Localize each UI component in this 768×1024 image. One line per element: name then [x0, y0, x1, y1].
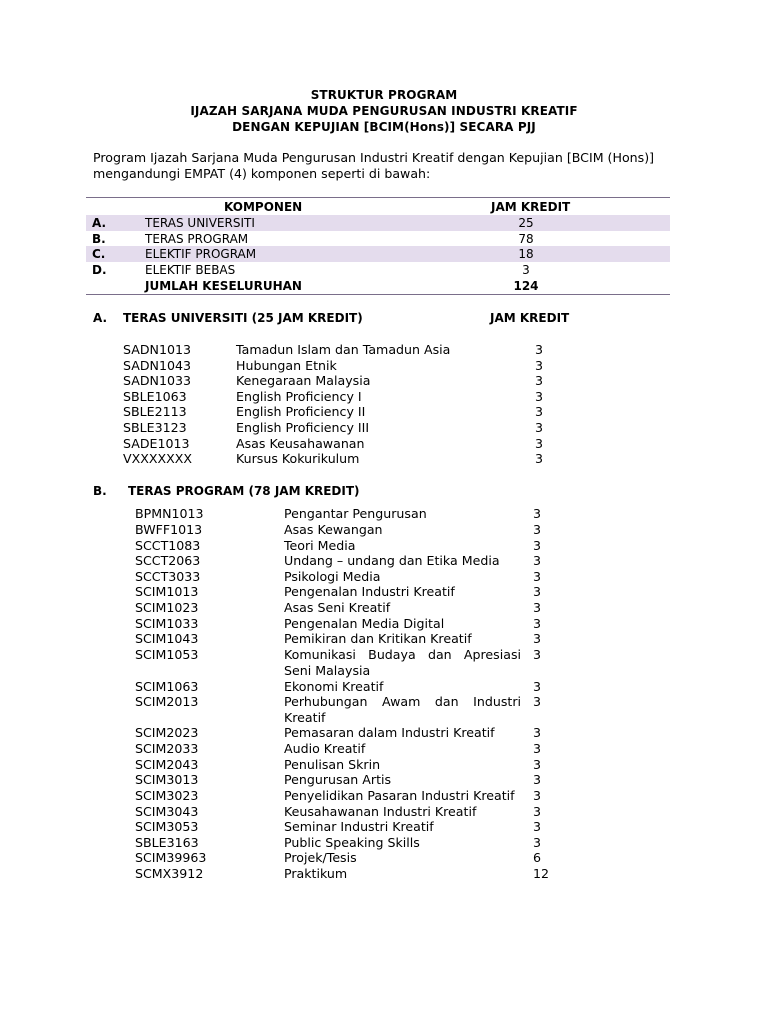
course-code: SCCT3033 [135, 569, 201, 584]
course-name: Kursus Kokurikulum [236, 451, 360, 466]
course-code: SCIM1033 [135, 616, 199, 631]
course-name: Undang – undang dan Etika Media [284, 553, 500, 568]
row-credit: 18 [518, 247, 534, 261]
course-name: Penyelidikan Pasaran Industri Kreatif [284, 788, 515, 803]
course-code: SCIM2013 [135, 694, 199, 709]
course-credit: 3 [533, 584, 542, 599]
course-credit: 3 [533, 804, 542, 819]
section-b-letter: B. [93, 484, 107, 498]
course-code: SCIM2043 [135, 757, 199, 772]
course-code: SADE1013 [123, 436, 190, 451]
table-top-rule [86, 197, 670, 198]
course-credit: 3 [534, 389, 543, 404]
course-code: SCIM3053 [135, 819, 199, 834]
course-credit: 3 [534, 451, 543, 466]
section-a-title: TERAS UNIVERSITI (25 JAM KREDIT) [123, 311, 363, 325]
course-code: SADN1033 [123, 373, 192, 388]
course-name: Audio Kreatif [284, 741, 366, 756]
course-code: SBLE1063 [123, 389, 187, 404]
section-a-jam-header: JAM KREDIT [490, 311, 570, 325]
course-credit: 3 [534, 436, 543, 451]
course-code: SCIM3013 [135, 772, 199, 787]
intro-line-1: Program Ijazah Sarjana Muda Pengurusan Industri Kreatif dengan Kepujian [BCIM (Hons)] [93, 150, 655, 165]
intro-paragraph [93, 150, 679, 182]
course-name: Asas Seni Kreatif [284, 600, 391, 615]
course-credit: 3 [534, 373, 543, 388]
table-row [86, 231, 670, 247]
row-component: ELEKTIF PROGRAM [145, 247, 257, 261]
course-name: Keusahawanan Industri Kreatif [284, 804, 477, 819]
row-letter: B. [92, 232, 106, 246]
course-code: SCIM3023 [135, 788, 199, 803]
course-name: Pengenalan Media Digital [284, 616, 445, 631]
course-credit: 3 [533, 616, 542, 631]
row-letter: C. [92, 247, 106, 261]
course-name: English Proficiency III [236, 420, 370, 435]
course-credit: 6 [533, 850, 542, 865]
table-row [86, 215, 670, 231]
course-name: Ekonomi Kreatif [284, 679, 384, 694]
course-name: Pemasaran dalam Industri Kreatif [284, 725, 495, 740]
course-code: SBLE3163 [135, 835, 199, 850]
course-credit: 3 [533, 694, 542, 709]
course-code: SCCT2063 [135, 553, 201, 568]
course-credit: 3 [533, 819, 542, 834]
course-name: Pemikiran dan Kritikan Kreatif [284, 631, 472, 646]
row-component: ELEKTIF BEBAS [145, 263, 236, 277]
section-a-letter: A. [93, 311, 108, 325]
course-code: SCMX3912 [135, 866, 204, 881]
row-credit: 25 [518, 216, 534, 230]
course-credit: 3 [533, 725, 542, 740]
total-label: JUMLAH KESELURUHAN [145, 279, 302, 293]
course-credit: 3 [533, 631, 542, 646]
table-row [86, 262, 670, 278]
course-credit: 3 [533, 506, 542, 521]
table-bottom-rule [86, 294, 670, 295]
course-code: SCIM2033 [135, 741, 199, 756]
title-line-1: STRUKTUR PROGRAM [310, 88, 458, 102]
course-name: Seminar Industri Kreatif [284, 819, 434, 834]
course-credit: 3 [533, 788, 542, 803]
course-code: BWFF1013 [135, 522, 203, 537]
course-name: Penulisan Skrin [284, 757, 381, 772]
course-name: Pengurusan Artis [284, 772, 392, 787]
row-credit: 78 [518, 232, 534, 246]
course-credit: 3 [533, 772, 542, 787]
course-credit: 3 [534, 420, 543, 435]
table-total-row [86, 278, 670, 294]
course-name: Praktikum [284, 866, 348, 881]
course-code: SADN1043 [123, 358, 192, 373]
course-code: SCIM1013 [135, 584, 199, 599]
row-credit: 3 [522, 263, 530, 277]
course-code: SCIM39963 [135, 850, 207, 865]
course-code: SCIM1023 [135, 600, 199, 615]
course-credit: 3 [533, 679, 542, 694]
course-credit: 3 [533, 835, 542, 850]
course-name: Teori Media [284, 538, 356, 553]
row-component: TERAS UNIVERSITI [145, 216, 255, 230]
course-name: Tamadun Islam dan Tamadun Asia [236, 342, 451, 357]
course-name: Kenegaraan Malaysia [236, 373, 371, 388]
course-credit: 3 [533, 647, 542, 662]
row-letter: A. [92, 216, 107, 230]
course-code: BPMN1013 [135, 506, 204, 521]
course-credit: 3 [534, 404, 543, 419]
course-code: SCIM2023 [135, 725, 199, 740]
course-credit: 3 [533, 741, 542, 756]
course-name: Komunikasi Budaya dan Apresiasi Seni Malaysia [284, 647, 521, 678]
section-b-title: TERAS PROGRAM (78 JAM KREDIT) [128, 484, 360, 498]
course-code: SCIM1063 [135, 679, 199, 694]
course-code: SCIM1043 [135, 631, 199, 646]
course-credit: 3 [533, 522, 542, 537]
course-name: Perhubungan Awam dan Industri Kreatif [284, 694, 521, 725]
title-line-3: DENGAN KEPUJIAN [BCIM(Hons)] SECARA PJJ [232, 120, 536, 134]
course-name: Pengantar Pengurusan [284, 506, 427, 521]
header-jam-kredit: JAM KREDIT [491, 200, 571, 214]
course-code: SCCT1083 [135, 538, 201, 553]
course-code: VXXXXXXX [123, 451, 193, 466]
course-credit: 3 [533, 757, 542, 772]
row-letter: D. [92, 263, 107, 277]
course-code: SADN1013 [123, 342, 192, 357]
course-code: SCIM3043 [135, 804, 199, 819]
course-name: English Proficiency I [236, 389, 362, 404]
course-code: SCIM1053 [135, 647, 199, 662]
course-name: Public Speaking Skills [284, 835, 420, 850]
header-komponen: KOMPONEN [224, 200, 303, 214]
row-component: TERAS PROGRAM [145, 232, 249, 246]
course-credit: 3 [534, 342, 543, 357]
course-credit: 3 [534, 358, 543, 373]
course-code: SBLE2113 [123, 404, 187, 419]
total-value: 124 [513, 279, 539, 293]
course-name: Hubungan Etnik [236, 358, 337, 373]
course-name: Projek/Tesis [284, 850, 357, 865]
table-header-row [86, 199, 670, 215]
course-name: English Proficiency II [236, 404, 366, 419]
course-credit: 3 [533, 553, 542, 568]
intro-line-2: mengandungi EMPAT (4) komponen seperti di bawah: [93, 166, 431, 181]
course-credit: 3 [533, 600, 542, 615]
course-credit: 12 [533, 866, 550, 881]
table-row [86, 246, 670, 262]
course-name: Asas Kewangan [284, 522, 383, 537]
course-code: SBLE3123 [123, 420, 187, 435]
title-line-2: IJAZAH SARJANA MUDA PENGURUSAN INDUSTRI KREATIF [190, 104, 578, 118]
course-credit: 3 [533, 569, 542, 584]
course-name: Psikologi Media [284, 569, 381, 584]
course-credit: 3 [533, 538, 542, 553]
course-name: Pengenalan Industri Kreatif [284, 584, 455, 599]
course-name: Asas Keusahawanan [236, 436, 365, 451]
